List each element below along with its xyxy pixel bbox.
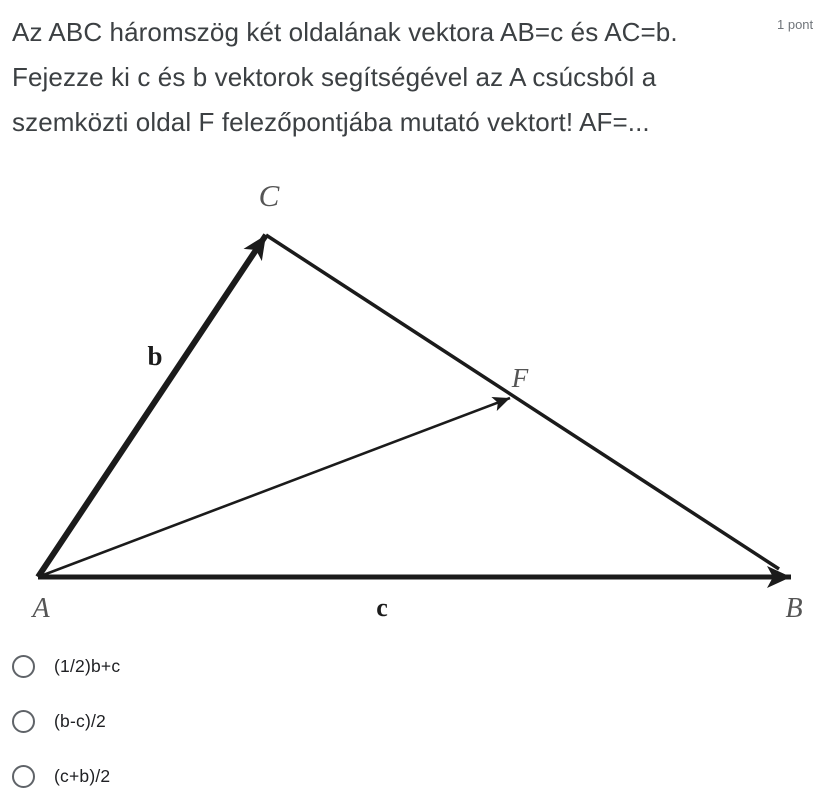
radio-button[interactable]	[12, 710, 35, 733]
vertex-label-c: C	[258, 178, 280, 213]
vertex-label-b: B	[785, 593, 803, 624]
question-line: szemközti oldal F felezőpontjába mutató vektort! AF=...	[12, 107, 650, 137]
vector-label-b: b	[147, 341, 163, 371]
radio-button[interactable]	[12, 655, 35, 678]
answer-option[interactable]	[12, 710, 106, 733]
question-line: Az ABC háromszög két oldalának vektora AB=c és AC=b.	[12, 17, 678, 47]
radio-button[interactable]	[12, 765, 35, 788]
vector-b-arrow	[38, 235, 266, 577]
option-label: (1/2)b+c	[54, 656, 121, 676]
answer-option[interactable]	[12, 655, 120, 678]
vector-label-c: c	[376, 593, 388, 622]
option-label: (b-c)/2	[54, 711, 106, 731]
question-line: Fejezze ki c és b vektorok segítségével az A csúcsból a	[12, 62, 657, 92]
vector-af-arrow	[38, 398, 510, 577]
answer-option[interactable]	[12, 765, 110, 788]
points-badge: 1 pont	[777, 17, 814, 32]
vertex-label-a: A	[32, 593, 50, 624]
option-label: (c+b)/2	[54, 766, 111, 786]
vertex-label-f: F	[511, 363, 529, 393]
side-cb-line	[266, 235, 779, 569]
